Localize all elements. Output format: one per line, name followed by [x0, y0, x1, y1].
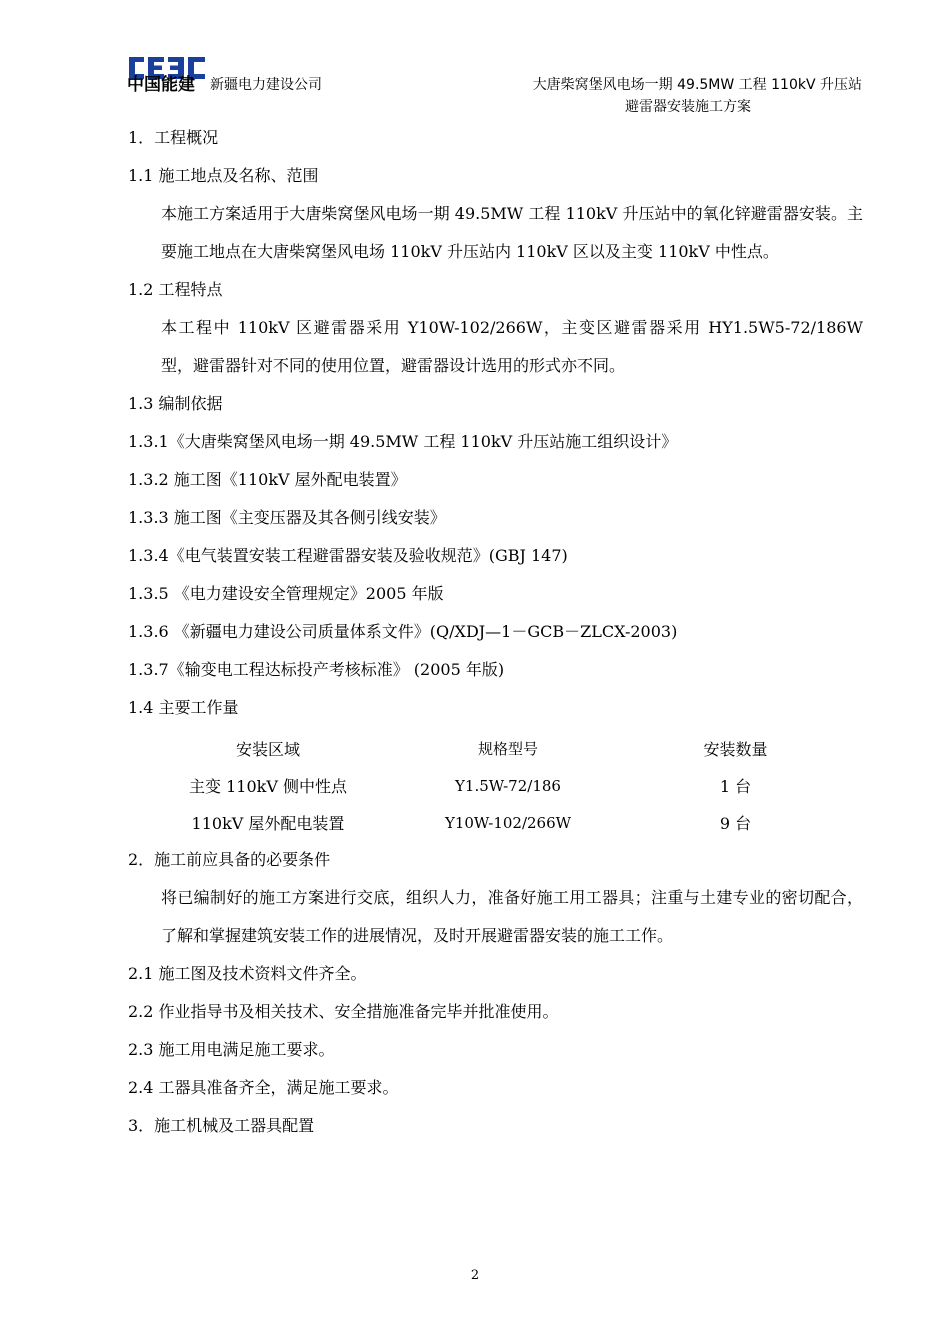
page-header — [127, 40, 862, 118]
list-item: 2.2 作业指导书及相关技术、安全措施准备完毕并批准使用。 — [128, 1002, 559, 1021]
section-heading-1-4: 1.4 主要工作量 — [128, 698, 239, 717]
paragraph-preconditions: 将已编制好的施工方案进行交底，组织人力，准备好施工用工器具；注重与土建专业的密切配合，了解和掌握建筑安装工作的进展情况，及时开展避雷器安装的施工工作。 — [161, 888, 863, 945]
table-cell: 110kV 屋外配电装置 — [191, 814, 345, 833]
document-title-line1: 大唐柴窝堡风电场一期 49.5MW 工程 110kV 升压站 — [532, 77, 862, 93]
section-heading-3: 3．施工机械及工器具配置 — [128, 1116, 315, 1135]
reference-item: 1.3.7《输变电工程达标投产考核标准》 (2005 年版) — [128, 660, 505, 679]
table-cell: 主变 110kV 侧中性点 — [189, 777, 347, 796]
reference-item: 1.3.1《大唐柴窝堡风电场一期 49.5MW 工程 110kV 升压站施工组织设计》 — [128, 432, 678, 451]
company-name: 新疆电力建设公司 — [210, 77, 322, 93]
list-item: 2.4 工器具准备齐全，满足施工要求。 — [128, 1078, 399, 1097]
list-item: 2.3 施工用电满足施工要求。 — [128, 1040, 335, 1059]
reference-item: 1.3.2 施工图《110kV 屋外配电装置》 — [128, 470, 407, 489]
page-number: 2 — [470, 1268, 480, 1283]
table-header-cell: 规格型号 — [477, 740, 538, 758]
section-heading-1-2: 1.2 工程特点 — [128, 280, 223, 299]
document-title — [533, 74, 862, 118]
reference-item: 1.3.3 施工图《主变压器及其各侧引线安装》 — [128, 508, 446, 527]
section-heading-1: 1．工程概况 — [128, 128, 219, 147]
section-heading-2: 2．施工前应具备的必要条件 — [128, 850, 331, 869]
table-cell: 1 台 — [719, 777, 752, 796]
document-body — [128, 119, 863, 1145]
workload-table — [128, 730, 863, 841]
table-cell: Y10W-102/266W — [444, 813, 572, 832]
paragraph-scope: 本施工方案适用于大唐柴窝堡风电场一期 49.5MW 工程 110kV 升压站中的氧化锌避雷器安装。主要施工地点在大唐柴窝堡风电场 110kV 升压站内 110kV 区以及主变 110kV 中性点。 — [161, 204, 863, 261]
table-header-cell: 安装数量 — [703, 740, 768, 759]
reference-item: 1.3.6 《新疆电力建设公司质量体系文件》(Q/XDJ—1－GCB－ZLCX-2003) — [128, 622, 678, 641]
table-row — [128, 804, 863, 841]
paragraph-features: 本工程中 110kV 区避雷器采用 Y10W-102/266W，主变区避雷器采用 HY1.5W5-72/186W 型，避雷器针对不同的使用位置，避雷器设计选用的形式亦不同。 — [161, 318, 863, 375]
table-row — [128, 767, 863, 804]
table-cell: Y1.5W-72/186 — [455, 776, 561, 795]
logo-text: 中国能建 — [127, 75, 195, 95]
section-heading-1-3: 1.3 编制依据 — [128, 394, 223, 413]
table-header-cell: 安装区域 — [235, 740, 300, 759]
document-title-line2: 避雷器安装施工方案 — [625, 99, 751, 115]
table-header-row — [128, 730, 863, 767]
reference-item: 1.3.4《电气装置安装工程避雷器安装及验收规范》(GBJ 147) — [128, 546, 568, 565]
section-heading-1-1: 1.1 施工地点及名称、范围 — [128, 166, 319, 185]
list-item: 2.1 施工图及技术资料文件齐全。 — [128, 964, 367, 983]
reference-item: 1.3.5 《电力建设安全管理规定》2005 年版 — [128, 584, 444, 603]
table-cell: 9 台 — [719, 814, 752, 833]
